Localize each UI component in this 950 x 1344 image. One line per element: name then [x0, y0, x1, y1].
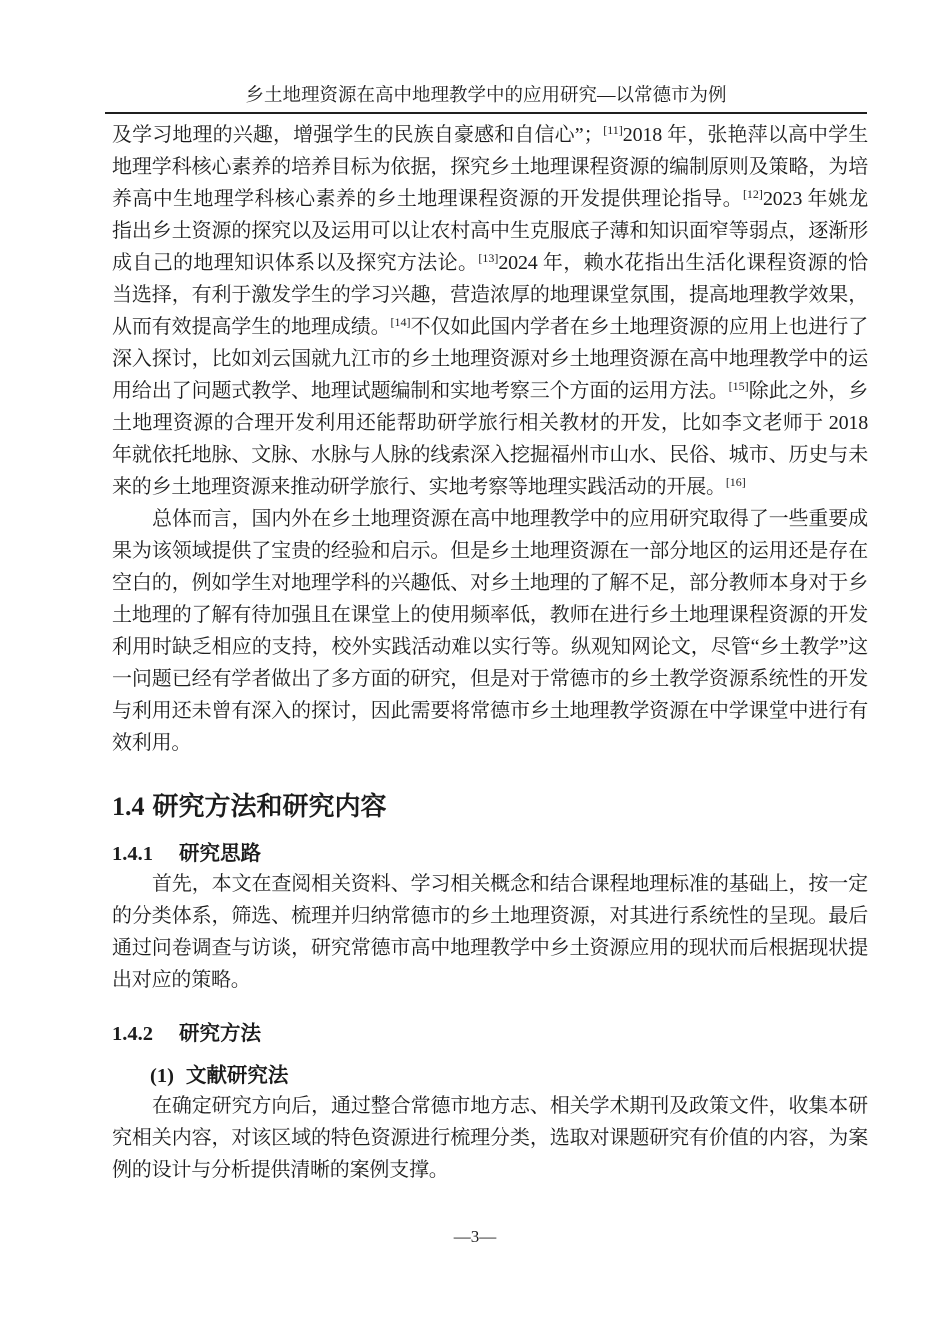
section-number: 1.4.2 [112, 1023, 153, 1045]
method-title: 文献研究法 [185, 1064, 289, 1087]
paragraph-literature-review-continued: 及学习地理的兴趣，增强学生的民族自豪感和自信心”；[11]2018 年，张艳萍以高中学生地理学科核心素养的培养目标为依据，探究乡土地理课程资源的编制原则及策略，为培养高中生地理学科核心素养的乡土地理课程资源的开发提供理论指导。[12]2023 年姚龙指出乡土资源的探究以及运用可以让农村高中生克服底子薄和知识面窄等弱点，逐渐形成自己的地理知识体系以及探究方法论。[13]2024 年，赖水花指出生活化课程资源的恰当选择，有利于激发学生的学习兴趣，营造浓厚的地理课堂氛围，提高地理教学效果，从而有效提高学生的地理成绩。[14]不仅如此国内学者在乡土地理资源的应用上也进行了深入探讨，比如刘云国就九江市的乡土地理资源对乡土地理资源在高中地理教学中的运用给出了问题式教学、地理试题编制和实地考察三个方面的运用方法。[15]除此之外，乡土地理资源的合理开发利用还能帮助研学旅行相关教材的开发，比如李文老师于 2018 年就依托地脉、文脉、水脉与人脉的线索深入挖掘福州市山水、民俗、城市、历史与未来的乡土地理资源来推动研学旅行、实地考察等地理实践活动的开展。[16] [112, 123, 868, 498]
citation-superscript: [11] [603, 123, 623, 137]
running-head-title: 乡土地理资源在高中地理教学中的应用研究—以常德市为例 [245, 86, 727, 106]
page-footer [0, 1226, 950, 1248]
citation-superscript: [15] [728, 379, 749, 393]
citation-superscript: [12] [742, 187, 763, 201]
running-head [105, 84, 867, 114]
paragraph-summary: 总体而言，国内外在乡土地理资源在高中地理教学中的应用研究取得了一些重要成果为该领域提供了宝贵的经验和启示。但是乡土地理资源在一部分地区的运用还是存在空白的，例如学生对地理学科的兴趣低、对乡土地理的了解不足，部分教师本身对于乡土地理的了解有待加强且在课堂上的使用频率低，教师在进行乡土地理课程资源的开发利用时缺乏相应的支持，校外实践活动难以实行等。纵观知网论文，尽管“乡土教学”这一问题已经有学者做出了多方面的研究，但是对于常德市的乡土教学资源系统性的开发与利用还未曾有深入的探讨，因此需要将常德市乡土地理教学资源在中学课堂中进行有效利用。 [112, 508, 868, 754]
citation-superscript: [16] [725, 475, 746, 489]
section-heading-1-4-2 [112, 1020, 868, 1048]
section-number: 1.4.1 [112, 843, 153, 865]
section-number: 1.4 [112, 792, 145, 821]
section-title: 研究方法 [179, 1022, 261, 1045]
citation-superscript: [13] [478, 251, 499, 265]
method-number: (1) [150, 1065, 174, 1087]
page-number: —3— [453, 1227, 497, 1246]
section-title: 研究方法和研究内容 [152, 791, 387, 821]
section-heading-1-4-1 [112, 840, 868, 868]
section-heading-1-4 [112, 789, 868, 824]
citation-superscript: [14] [390, 315, 411, 329]
paragraph-literature-method: 在确定研究方向后，通过整合常德市地方志、相关学术期刊及政策文件，收集本研究相关内容，对该区域的特色资源进行梳理分类，选取对课题研究有价值的内容，为案例的设计与分析提供清晰的案例支撑。 [112, 1095, 868, 1181]
method-heading-1 [112, 1062, 868, 1090]
section-title: 研究思路 [179, 842, 261, 865]
paragraph-research-approach: 首先，本文在查阅相关资料、学习相关概念和结合课程地理标准的基础上，按一定的分类体系，筛选、梳理并归纳常德市的乡土地理资源，对其进行系统性的呈现。最后通过问卷调查与访谈，研究常德市高中地理教学中乡土资源应用的现状而后根据现状提出对应的策略。 [112, 873, 868, 991]
text-column [112, 119, 868, 1186]
